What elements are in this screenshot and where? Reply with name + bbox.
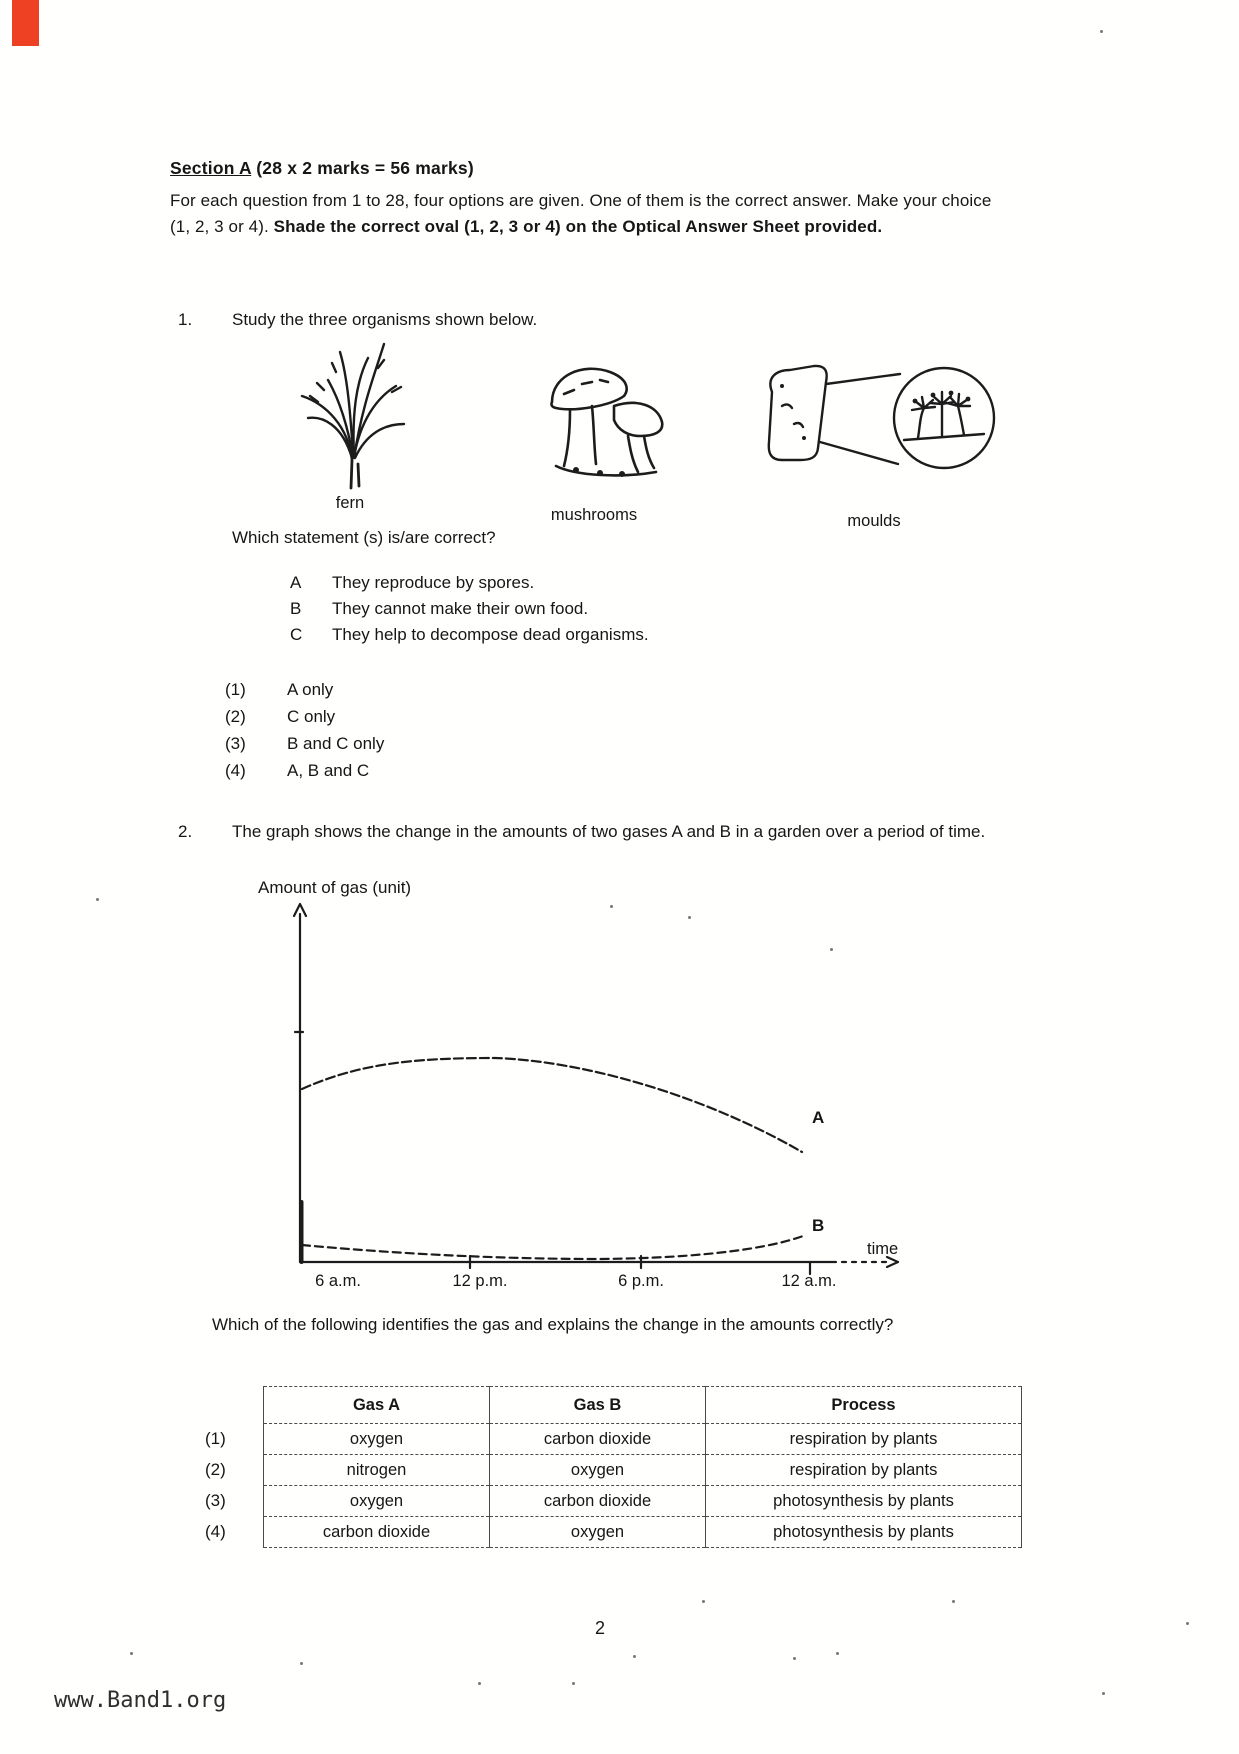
scan-speck bbox=[952, 1600, 955, 1603]
statement-c bbox=[290, 622, 649, 648]
table-row bbox=[205, 1486, 1022, 1517]
question-1-figures bbox=[240, 338, 1020, 530]
section-title-name: Section A bbox=[170, 158, 252, 178]
col-header-gas-b: Gas B bbox=[490, 1387, 706, 1424]
section-instructions bbox=[170, 188, 1000, 239]
option-2-text: C only bbox=[287, 707, 336, 726]
graph-y-axis-label: Amount of gas (unit) bbox=[258, 878, 412, 897]
option-1-text: A only bbox=[287, 680, 334, 699]
row-3-process: photosynthesis by plants bbox=[706, 1486, 1022, 1517]
mushrooms-image bbox=[530, 354, 670, 486]
graph-x-axis-label: time bbox=[867, 1240, 899, 1258]
question-2-subquestion: Which of the following identifies the gas and explains the change in the amounts correctly? bbox=[212, 1315, 894, 1334]
row-1-process: respiration by plants bbox=[706, 1424, 1022, 1455]
question-1 bbox=[178, 310, 1038, 330]
option-3 bbox=[225, 730, 384, 757]
curve-a-label: A bbox=[812, 1108, 825, 1127]
statement-a-letter: A bbox=[290, 573, 302, 592]
option-2-number: (2) bbox=[225, 707, 246, 726]
scan-speck bbox=[572, 1682, 575, 1685]
mushrooms-caption: mushrooms bbox=[550, 506, 638, 524]
fern-caption: fern bbox=[335, 494, 365, 512]
scan-speck bbox=[300, 1662, 303, 1665]
question-1-options bbox=[225, 676, 384, 784]
x-tick-6am: 6 a.m. bbox=[315, 1272, 361, 1290]
question-1-number: 1. bbox=[178, 310, 193, 329]
row-2-gas-a: nitrogen bbox=[264, 1455, 490, 1486]
x-tick-12am: 12 a.m. bbox=[781, 1272, 837, 1290]
section-title bbox=[170, 158, 474, 179]
option-3-text: B and C only bbox=[287, 734, 385, 753]
x-tick-6pm: 6 p.m. bbox=[618, 1272, 664, 1290]
row-4-gas-b: oxygen bbox=[490, 1517, 706, 1548]
row-3-gas-a: oxygen bbox=[264, 1486, 490, 1517]
scan-speck bbox=[633, 1655, 636, 1658]
row-1-gas-a: oxygen bbox=[264, 1424, 490, 1455]
question-2-number: 2. bbox=[178, 822, 193, 841]
scan-speck bbox=[1186, 1622, 1189, 1625]
moulds-figure bbox=[752, 360, 1000, 530]
scan-speck bbox=[610, 905, 613, 908]
scan-corner-mark bbox=[12, 0, 39, 46]
question-1-subquestion: Which statement (s) is/are correct? bbox=[232, 528, 496, 547]
option-1-number: (1) bbox=[225, 680, 246, 699]
option-1 bbox=[225, 676, 384, 703]
scan-speck bbox=[688, 916, 691, 919]
question-2 bbox=[178, 820, 1028, 845]
row-2-process: respiration by plants bbox=[706, 1455, 1022, 1486]
statement-b-letter: B bbox=[290, 599, 302, 618]
statement-c-text: They help to decompose dead organisms. bbox=[332, 625, 649, 644]
gas-graph bbox=[250, 872, 990, 1312]
curve-b-label: B bbox=[812, 1216, 825, 1235]
row-4-gas-a: carbon dioxide bbox=[264, 1517, 490, 1548]
statement-a bbox=[290, 570, 649, 596]
option-4 bbox=[225, 757, 384, 784]
answer-table-wrap bbox=[205, 1386, 1022, 1548]
fern-image bbox=[288, 342, 418, 490]
table-row bbox=[205, 1455, 1022, 1486]
statement-a-text: They reproduce by spores. bbox=[332, 573, 535, 592]
x-tick-12pm: 12 p.m. bbox=[452, 1272, 508, 1290]
table-header-row bbox=[205, 1387, 1022, 1424]
scan-speck bbox=[1100, 30, 1103, 33]
statement-c-letter: C bbox=[290, 625, 303, 644]
option-2 bbox=[225, 703, 384, 730]
col-header-process: Process bbox=[706, 1387, 1022, 1424]
scan-speck bbox=[1102, 1692, 1105, 1695]
question-1-prompt: Study the three organisms shown below. bbox=[232, 310, 538, 329]
mushrooms-figure bbox=[530, 354, 670, 524]
row-1-number: (1) bbox=[205, 1429, 226, 1448]
table-header-spacer bbox=[205, 1387, 264, 1424]
col-header-gas-a: Gas A bbox=[264, 1387, 490, 1424]
scan-speck bbox=[130, 1652, 133, 1655]
page-number: 2 bbox=[594, 1618, 605, 1638]
row-4-process: photosynthesis by plants bbox=[706, 1517, 1022, 1548]
row-3-gas-b: carbon dioxide bbox=[490, 1486, 706, 1517]
option-4-text: A, B and C bbox=[287, 761, 370, 780]
fern-figure bbox=[288, 342, 418, 512]
scan-speck bbox=[96, 898, 99, 901]
option-4-number: (4) bbox=[225, 761, 246, 780]
instructions-bold: Shade the correct oval (1, 2, 3 or 4) on the Optical Answer Sheet provided. bbox=[273, 216, 883, 236]
answer-table bbox=[205, 1386, 1022, 1548]
question-1-statements bbox=[290, 570, 649, 648]
option-3-number: (3) bbox=[225, 734, 246, 753]
statement-b bbox=[290, 596, 649, 622]
statement-b-text: They cannot make their own food. bbox=[332, 599, 589, 618]
scan-speck bbox=[830, 948, 833, 951]
footer-url: www.Band1.org bbox=[54, 1688, 227, 1713]
row-2-number: (2) bbox=[205, 1460, 226, 1479]
section-title-marks: (28 x 2 marks = 56 marks) bbox=[251, 158, 474, 178]
scan-speck bbox=[793, 1657, 796, 1660]
scan-speck bbox=[836, 1652, 839, 1655]
table-row bbox=[205, 1517, 1022, 1548]
scan-speck bbox=[702, 1600, 705, 1603]
question-2-prompt: The graph shows the change in the amounts of two gases A and B in a garden over a period of time. bbox=[232, 822, 986, 841]
row-4-number: (4) bbox=[205, 1522, 226, 1541]
row-2-gas-b: oxygen bbox=[490, 1455, 706, 1486]
row-3-number: (3) bbox=[205, 1491, 226, 1510]
moulds-image bbox=[752, 360, 1000, 486]
moulds-caption: moulds bbox=[847, 512, 901, 530]
scan-speck bbox=[478, 1682, 481, 1685]
row-1-gas-b: carbon dioxide bbox=[490, 1424, 706, 1455]
instructions-normal: For each question from 1 to 28, four options are given. One of them is the correct answer. Make your choice (1, 2, 3 or 4). bbox=[170, 191, 992, 236]
table-row bbox=[205, 1424, 1022, 1455]
